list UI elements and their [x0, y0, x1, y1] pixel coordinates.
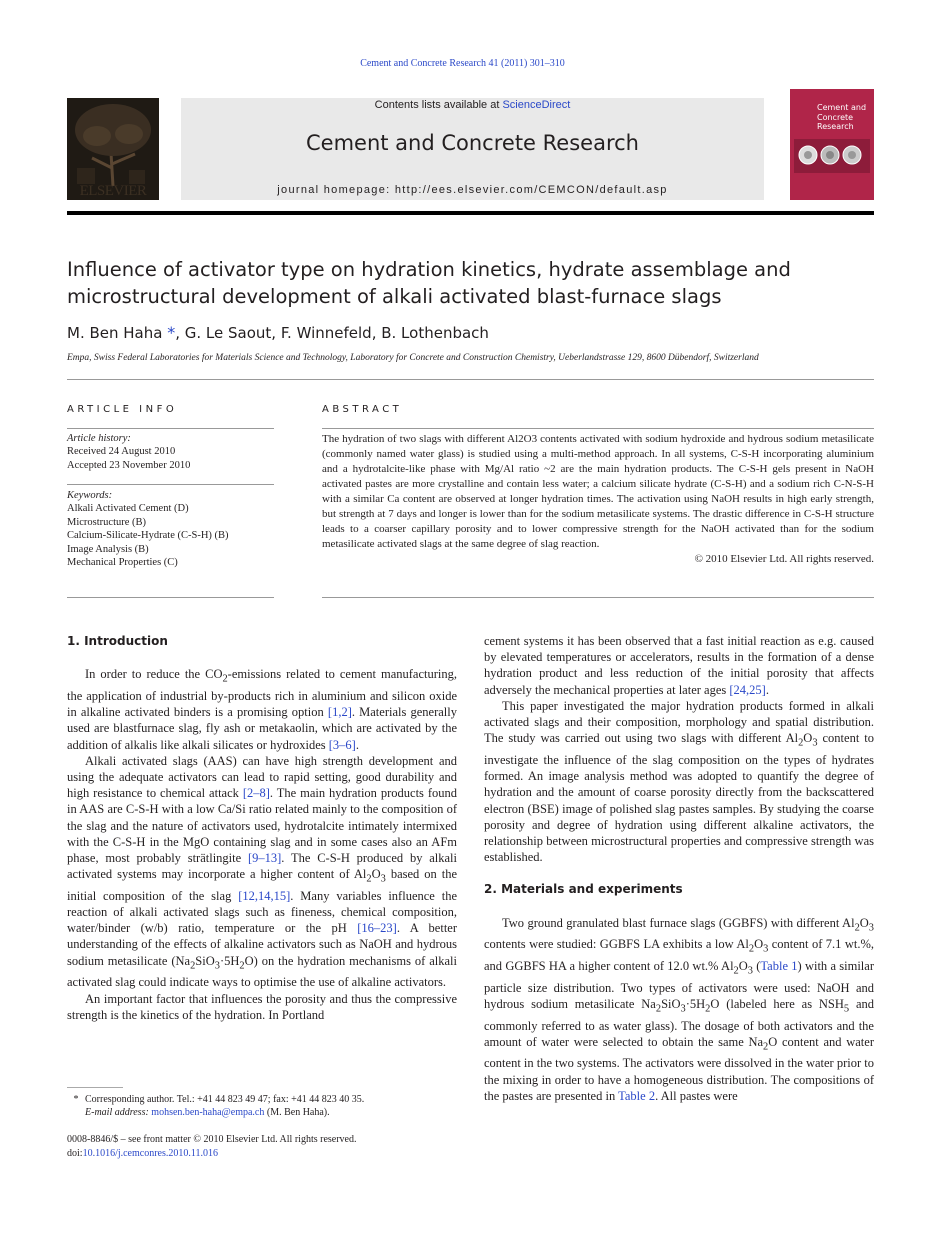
abstract-divider [322, 428, 874, 429]
paragraph: cement systems it has been observed that a fast initial reaction as e.g. caused by elevated temperatures or accelerators, results in the formation of a dense hydration product and less reduction of the initial porosity that affects adversely the mechanical properties at later ages [24,25]. [484, 634, 874, 697]
front-matter [67, 1133, 356, 1161]
header-divider [67, 211, 874, 215]
reference-link[interactable]: [24,25] [729, 682, 766, 697]
title-line-1: Influence of activator type on hydration kinetics, hydrate assemblage and [67, 258, 791, 281]
left-column [67, 633, 457, 1023]
article-info-heading: ARTICLE INFO [67, 404, 178, 415]
journal-title: Cement and Concrete Research [306, 131, 639, 155]
reference-link[interactable]: [2–8] [242, 786, 270, 801]
authors-rest: , G. Le Saout, F. Winnefeld, B. Lothenbach [175, 324, 489, 342]
publisher-logo[interactable] [67, 98, 159, 200]
footnote-mark: * [73, 1094, 79, 1105]
journal-homepage[interactable]: journal homepage: http://ees.elsevier.com/CEMCON/default.asp [277, 184, 668, 196]
section-1-heading: 1. Introduction [67, 634, 168, 648]
doi-link[interactable]: 10.1016/j.cemconres.2010.11.016 [82, 1148, 219, 1159]
reference-link[interactable]: [9–13] [247, 850, 282, 865]
sciencedirect-link[interactable]: ScienceDirect [502, 99, 571, 111]
doi-label: doi: [67, 1148, 83, 1159]
accepted-date: Accepted 23 November 2010 [67, 459, 191, 471]
email-link[interactable]: mohsen.ben-haha@empa.ch [151, 1107, 265, 1118]
journal-header [181, 98, 764, 200]
reference-link[interactable]: [12,14,15] [238, 888, 291, 903]
paragraph: Alkali activated slags (AAS) can have high strength development and using the adequate activators can lead to rapid setting, good durability and high resistance to chemical attack [2–8]. The main hydration products found in AAS are C-S-H with a low Ca/Si ratio related mainly to the composition of the slag and the nature of activators used, hydrotalcite intimately intermixed with the C-S-H in the MgO containing slag and in some cases also an AFm phase, most probably strätlingite [9–13]. The C-S-H produced by alkali activated systems may incorporate a higher content of $Al_2O_3$ based on the initial composition of the slag [12,14,15]. Many variables influence the reaction of alkali activated slags such as fineness, chemical composition, water/binder (w/b) ratio, temperature or the pH [16–23]. A better understanding of the effects of alkaline activators such as NaOH and hydrous sodium metasilicate $(Na_2SiO_3\cdot 5H_2O)$ on the hydration mechanisms of alkali activated slag could indicate ways to optimise the use of alkaline activators. [67, 753, 458, 990]
info-divider-2 [67, 484, 274, 485]
keywords-label: Keywords: [67, 490, 113, 501]
reference-link[interactable]: [3–6] [328, 737, 356, 752]
contents-prefix: Contents lists available at [374, 99, 503, 111]
cover-title: Cement and Concrete Research [817, 103, 867, 131]
received-date: Received 24 August 2010 [67, 446, 176, 458]
abstract-divider-bottom [322, 597, 874, 598]
paragraph: This paper investigated the major hydration products formed in alkali activated slags and their composition, morphology and spatial distribution. The study was carried out using two slags with different $Al_2O_3$ content to investigate the influence of the slag composition on the types of hydrates formed. An image analysis method was adopted to quantify the degree of hydration and the amount of coarse porosity directly from the backscattered electron (BSE) image of polished slag pastes samples. By studying the coarse porosity and degree of hydration using different alkaline activators, the relationship between microstructural properties and compressive strength was established. [484, 698, 875, 865]
keyword: Alkali Activated Cement (D) [67, 503, 189, 515]
title-line-2: microstructural development of alkali activated blast-furnace slags [67, 285, 722, 308]
abstract-heading: ABSTRACT [322, 404, 403, 415]
email-label: E-mail address: [85, 1107, 152, 1118]
affiliation: Empa, Swiss Federal Laboratories for Materials Science and Technology, Laboratory for Concrete and Construction Chemistry, Ueberlandstrasse 129, 8600 Dübendorf, Switzerland [67, 353, 759, 363]
contents-line [181, 99, 764, 111]
publisher-wordmark: ELSEVIER [79, 183, 147, 199]
article-history [67, 432, 274, 472]
keywords-block [67, 489, 274, 569]
author-list [67, 323, 489, 342]
abstract-text: The hydration of two slags with different Al2O3 contents activated with sodium hydroxide and hydrous sodium metasilicate (commonly named water glass) is studied using a multi-method approach. In all systems, C-S-H incorporating aluminium and a hydrotalcite-like phase with Mg/Al ratio ~2 are the main hydration products. The C-S-H gels present in NaOH activated pastes are more crystalline and contain less water; a calcium silicate hydrate (C-S-H) and a sodium rich C-N-S-H with a similar Ca content are observed at longer hydration times. The activation using NaOH results in high early strength, but strength at 7 days and longer is lower than for the sodium metasilicate systems. The drastic difference in C-S-H structure leads to a coarser capillary porosity and to lower compressive strength for the NaOH activated than for the sodium metasilicate activated slags at the same degree of slag reaction. [322, 433, 874, 550]
reference-link[interactable]: [1,2] [327, 705, 352, 720]
abstract [322, 432, 874, 567]
right-column [484, 633, 874, 1104]
paragraph: In order to reduce the $CO_2$-emissions related to cement manufacturing, the application of industrial by-products rich in aluminium and silicon oxide in alkaline activated binders is a promising option [1,2]. Materials generally used are blastfurnace slag, fly ash or metakaolin, which are activated by the addition of alkalis like alkali silicates or hydroxides [3–6]. [67, 667, 457, 752]
keyword: Mechanical Properties (C) [67, 557, 178, 569]
table-link[interactable]: Table 1 [760, 958, 798, 973]
history-label: Article history: [67, 433, 131, 444]
keyword: Image Analysis (B) [67, 543, 149, 555]
author-corresponding: M. Ben Haha [67, 324, 163, 342]
reference-link[interactable]: [16–23] [357, 921, 397, 936]
article-title [67, 256, 874, 310]
info-divider-3 [67, 597, 274, 598]
paragraph: An important factor that influences the porosity and thus the compressive strength is the kinetics of the hydration. In Portland [67, 991, 457, 1022]
paragraph: Two ground granulated blast furnace slags (GGBFS) with different $Al_2O_3$ contents were studied: GGBFS LA exhibits a low $Al_2O_3$ content of 7.1 wt.%, and GGBFS HA a higher content of 12.0 wt.% $Al_2O_3$ (Table 1) with a similar particle size distribution. Two types of activators were used: NaOH and hydrous sodium metasilicate $Na_2SiO_3\cdot 5H_2O$ (labeled here as $NSH_5$ and commonly referred to as water glass). The dosage of both activators and the amount of water were selected to obtain the same $Na_2O$ content and water content in the two systems. The activators were dissolved in the water prior to the mixing in order to have a homogeneous distribution. The compositions of the pastes are presented in Table 2. All pastes were [484, 915, 874, 1103]
issn-line: 0008-8846/$ – see front matter © 2010 Elsevier Ltd. All rights reserved. [67, 1134, 357, 1145]
footnote-divider [67, 1087, 123, 1088]
table-link[interactable]: Table 2 [618, 1088, 656, 1103]
email-suffix: (M. Ben Haha). [264, 1107, 330, 1118]
info-divider-1 [67, 428, 274, 429]
keyword: Microstructure (B) [67, 516, 147, 528]
keyword: Calcium-Silicate-Hydrate (C-S-H) (B) [67, 530, 229, 542]
affiliation-divider [67, 379, 874, 380]
abstract-copyright: © 2010 Elsevier Ltd. All rights reserved. [694, 553, 874, 565]
footnote-text: Corresponding author. Tel.: +41 44 823 49 47; fax: +41 44 823 40 35. [85, 1094, 365, 1105]
corresponding-author-mark[interactable]: * [167, 323, 176, 342]
journal-cover[interactable] [790, 89, 874, 200]
journal-citation[interactable]: Cement and Concrete Research 41 (2011) 301–310 [360, 58, 565, 69]
section-2-heading: 2. Materials and experiments [484, 882, 683, 897]
footnote [67, 1093, 457, 1119]
